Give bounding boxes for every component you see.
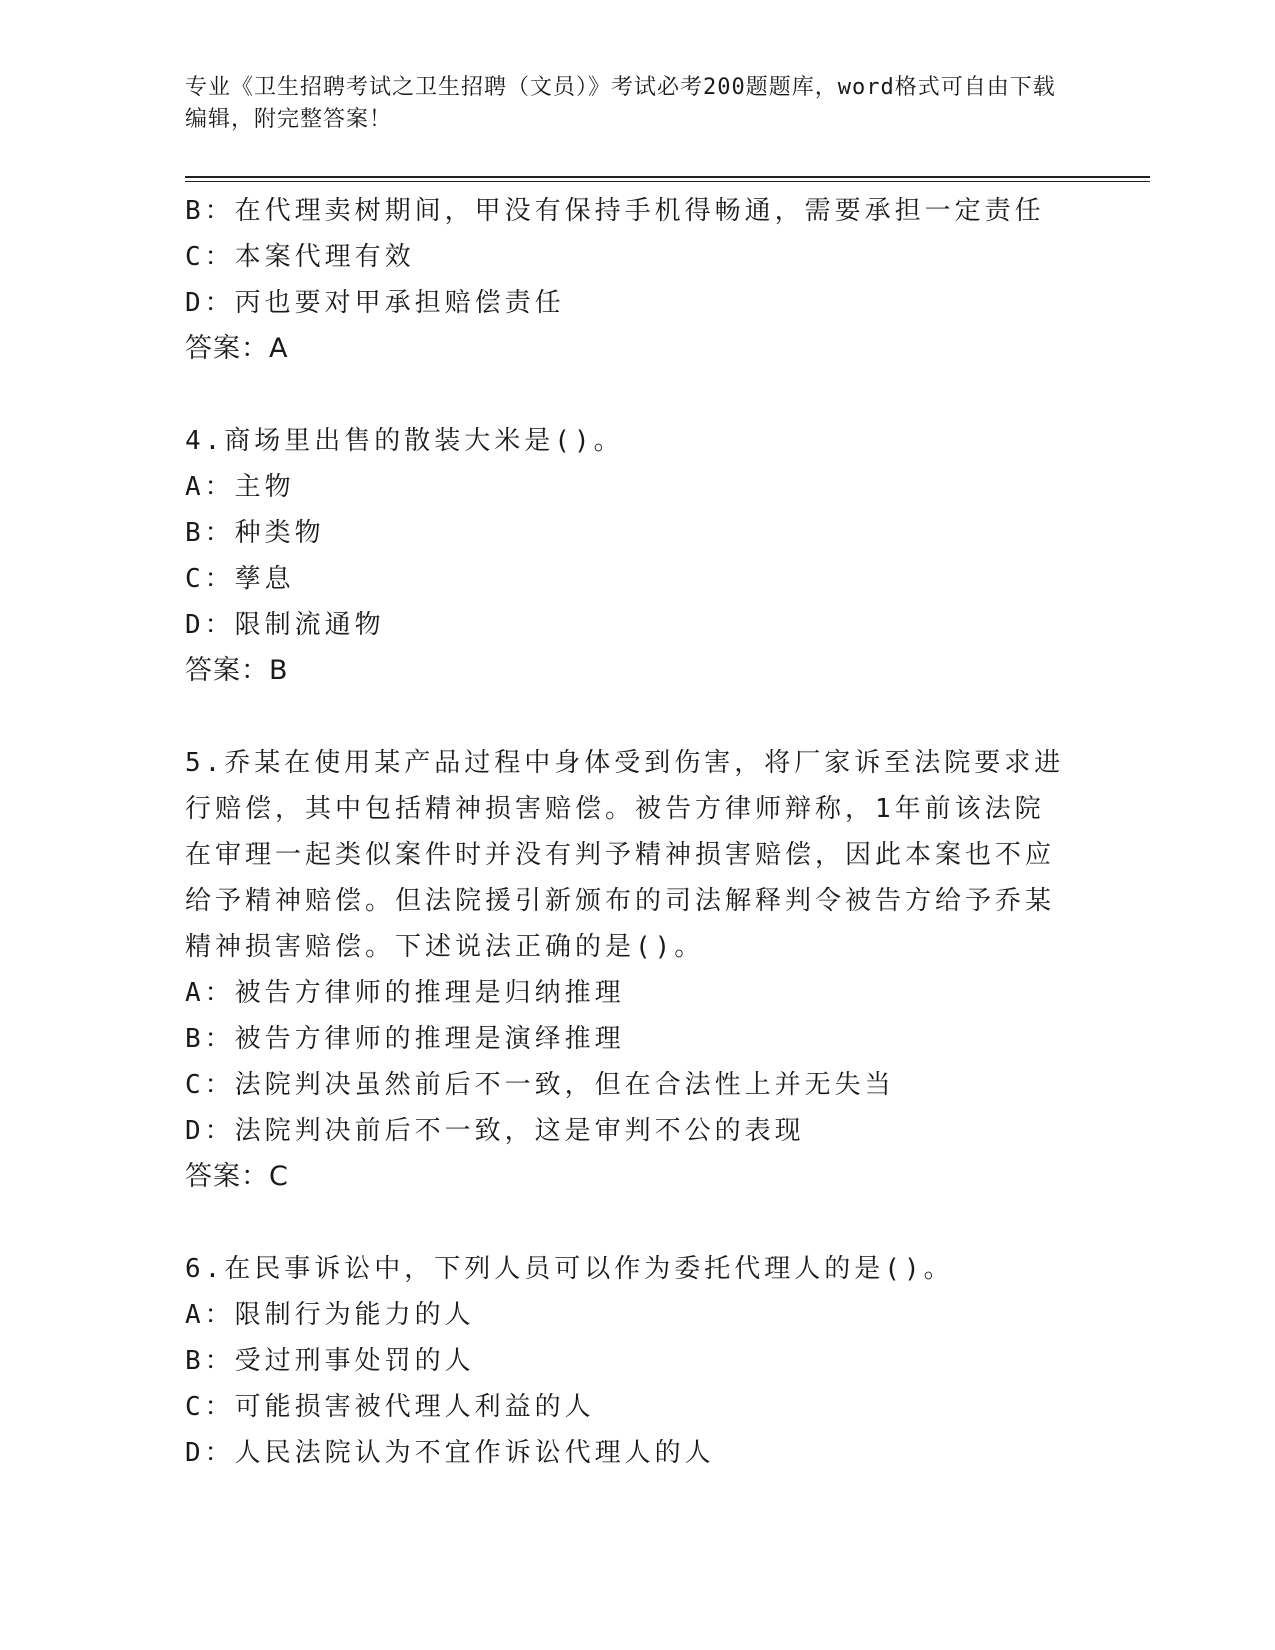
option-b: B：受过刑事处罚的人 <box>185 1346 475 1376</box>
option-b: B：种类物 <box>185 518 325 548</box>
option-b: B：被告方律师的推理是演绎推理 <box>185 1024 625 1054</box>
header-rule-thin <box>185 181 1150 182</box>
question-6 <box>185 1246 1085 1476</box>
option-d: D：法院判决前后不一致，这是审判不公的表现 <box>185 1116 805 1146</box>
answer-line: 答案：B <box>185 655 289 686</box>
option-d: D：限制流通物 <box>185 610 385 640</box>
option-d: D：人民法院认为不宜作诉讼代理人的人 <box>185 1438 715 1468</box>
option-b: B：在代理卖树期间，甲没有保持手机得畅通，需要承担一定责任 <box>185 196 1045 226</box>
question-text: 4.商场里出售的散装大米是()。 <box>185 426 624 456</box>
option-c: C：本案代理有效 <box>185 242 415 272</box>
option-a: A：主物 <box>185 472 295 502</box>
answer-line: 答案：A <box>185 333 289 364</box>
question-3-tail <box>185 188 1085 372</box>
option-c: C：孳息 <box>185 564 295 594</box>
question-4 <box>185 418 1085 694</box>
option-c: C：可能损害被代理人利益的人 <box>185 1392 595 1422</box>
question-list <box>185 188 1085 1476</box>
spacer <box>185 1200 1085 1246</box>
header-rule-thick <box>185 176 1150 178</box>
document-header: 专业《卫生招聘考试之卫生招聘（文员）》考试必考200题题库，word格式可自由下载编辑，附完整答案！ <box>185 75 1056 132</box>
option-d: D：丙也要对甲承担赔偿责任 <box>185 288 565 318</box>
spacer <box>185 694 1085 740</box>
question-text: 5.乔某在使用某产品过程中身体受到伤害，将厂家诉至法院要求进行赔偿，其中包括精神损害赔偿。被告方律师辩称，1年前该法院在审理一起类似案件时并没有判予精神损害赔偿，因此本案也不应给予精神赔偿。但法院援引新颁布的司法解释判令被告方给予乔某精神损害赔偿。下述说法正确的是()。 <box>185 748 1065 962</box>
question-5 <box>185 740 1085 1200</box>
answer-line: 答案：C <box>185 1161 289 1192</box>
option-a: A：被告方律师的推理是归纳推理 <box>185 978 625 1008</box>
question-text: 6.在民事诉讼中，下列人员可以作为委托代理人的是()。 <box>185 1254 954 1284</box>
spacer <box>185 372 1085 418</box>
option-a: A：限制行为能力的人 <box>185 1300 475 1330</box>
option-c: C：法院判决虽然前后不一致，但在合法性上并无失当 <box>185 1070 895 1100</box>
